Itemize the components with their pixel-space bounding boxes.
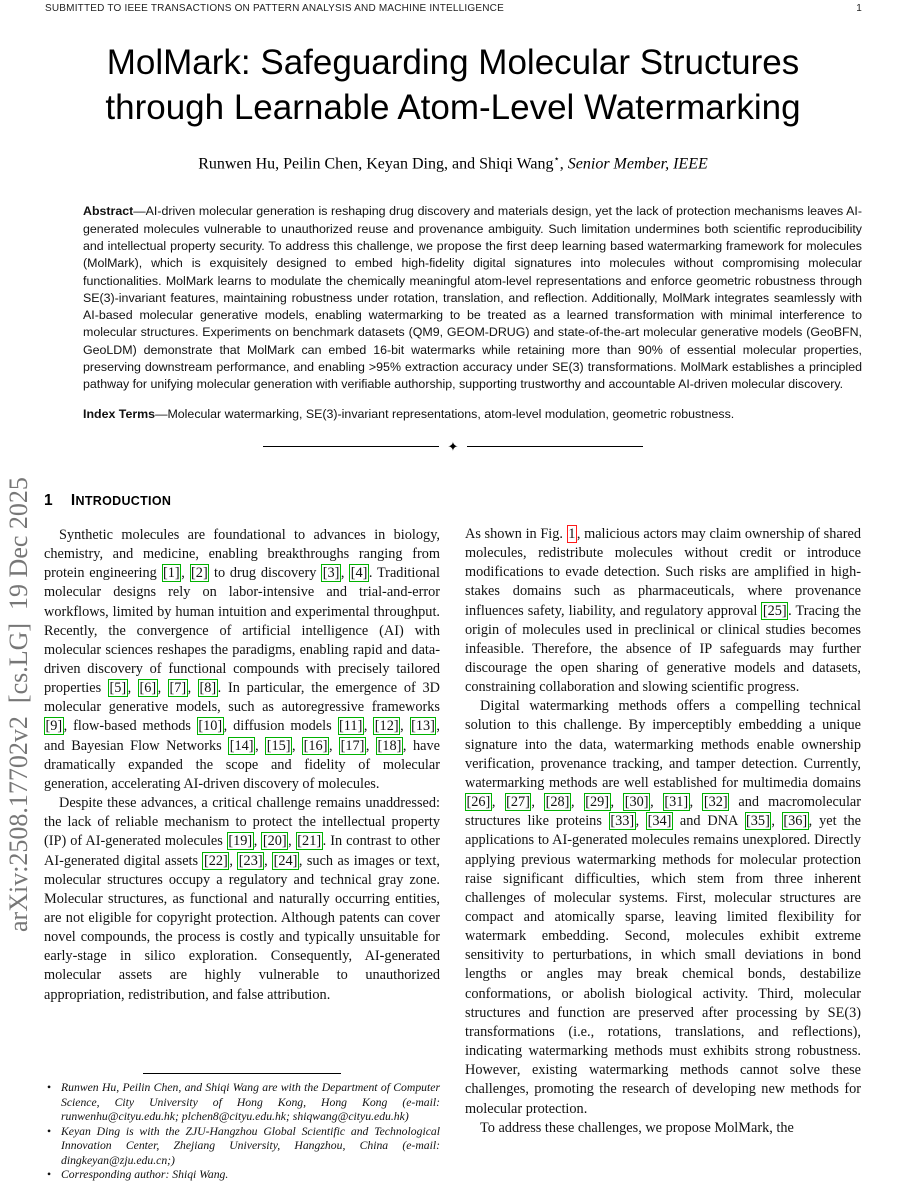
- citation-ref[interactable]: [36]: [783, 813, 808, 830]
- citation-ref[interactable]: [14]: [229, 737, 254, 754]
- divider-rule-right: [467, 446, 643, 447]
- body-columns: [0, 491, 906, 1183]
- footnote-item: • Runwen Hu, Peilin Chen, and Shiqi Wang are with the Department of Computer Science, City University of Hong Kong, Hong Kong (e-mail: runwenhu@cityu.edu.hk; plchen8@cityu.edu.hk; shiqwang@cityu.edu.hk): [44, 1081, 440, 1125]
- citation-ref[interactable]: [24]: [273, 852, 298, 869]
- divider-diamond-icon: ✦: [447, 438, 459, 454]
- citation-ref[interactable]: [34]: [647, 813, 672, 830]
- running-header-text: SUBMITTED TO IEEE TRANSACTIONS ON PATTERN ANALYSIS AND MACHINE INTELLIGENCE: [45, 3, 504, 14]
- footnote-item: • Corresponding author: Shiqi Wang.: [44, 1168, 440, 1183]
- citation-ref[interactable]: [8]: [199, 680, 217, 697]
- citation-ref[interactable]: [13]: [411, 718, 435, 735]
- index-terms-label: Index Terms: [83, 406, 156, 421]
- arxiv-stamp: arXiv:2508.17702v2 [cs.LG] 19 Dec 2025: [4, 477, 33, 932]
- citation-ref[interactable]: [20]: [262, 833, 287, 850]
- citation-ref[interactable]: [11]: [339, 718, 363, 735]
- citation-ref[interactable]: [26]: [466, 794, 491, 811]
- citation-ref[interactable]: [21]: [297, 833, 322, 850]
- figure-ref[interactable]: 1: [568, 525, 576, 542]
- paragraph: Synthetic molecules are foundational to advances in biology, chemistry, and medicine, enabling breakthroughs ranging from protein engineering [1] , [2] to drug discovery [3] , [4] . Traditional molecular designs rely on labor-intensive and trial-and-error workflows, limited by human intuition and experimental throughput. Recently, the convergence of artificial intelligence (AI) with molecular sciences reshapes the paradigms, enabling rapid and data-driven discovery of functional compounds with precisely tailored properties [5] , [6] , [7] , [8] . In particular, the emergence of 3D molecular generative models, such as autoregressive frameworks [9] , flow-based methods [10] , diffusion models [11] , [12] , [13] , and Bayesian Flow Networks [14] , [15] , [16] , [17] , [18] , have dramatically expanded the scope and fidelity of molecular generation, accelerating AI-driven discovery of molecules.: [44, 526, 440, 792]
- abstract: [83, 203, 862, 393]
- section-number: 1: [44, 491, 53, 509]
- abstract-text: —AI-driven molecular generation is reshaping drug discovery and materials design, yet the lack of protection mechanisms leaves AI-generated molecules vulnerable to unauthorized reuse and provenance ambiguity. Such limitation undermines both scientific reproducibility and intellectual property security. To address this challenge, we propose the first deep learning based watermarking framework for molecules (MolMark), which is exquisitely designed to embed high-fidelity digital signatures into molecules without compromising molecular functionalities. MolMark learns to modulate the chemically meaningful atom-level representations and enforce geometric robustness through SE(3)-invariant features, maintaining robustness under rotation, translation, and reflection. Additionally, MolMark integrates seamlessly with AI-based molecular generative models, enabling watermarking to be treated as a learned transformation with minimal interference to molecular structures. Experiments on benchmark datasets (QM9, GEOM-DRUG) and state-of-the-art molecular generative models (GeoBFN, GeoLDM) demonstrate that MolMark can embed 16-bit watermarks while retaining more than 90% of essential molecular properties, preserving downstream performance, and enabling >95% extraction accuracy under SE(3) transformations. MolMark establishes a principled pathway for unifying molecular generation with verifiable authorship, supporting trustworthy and accountable AI-driven molecular discovery.: [83, 204, 862, 392]
- citation-ref[interactable]: [31]: [664, 794, 689, 811]
- footnote-block: [44, 1071, 440, 1183]
- citation-ref[interactable]: [28]: [545, 794, 570, 811]
- citation-ref[interactable]: [6]: [139, 680, 157, 697]
- left-column-text: [44, 526, 440, 1072]
- citation-ref[interactable]: [15]: [266, 737, 291, 754]
- section-title-rest: NTRODUCTION: [75, 493, 172, 508]
- divider-rule-left: [263, 446, 439, 447]
- citation-ref[interactable]: [27]: [506, 794, 530, 811]
- citation-ref[interactable]: [29]: [585, 794, 610, 811]
- paragraph: To address these challenges, we propose MolMark, the: [480, 1119, 794, 1136]
- citation-ref[interactable]: [23]: [238, 852, 263, 869]
- citation-ref[interactable]: [4]: [350, 565, 368, 582]
- paragraph: Despite these advances, a critical challenge remains unaddressed: the lack of reliable mechanism to protect the intellectual property (IP) of AI-generated molecules [19] , [20] , [21] . In contrast to other AI-generated digital assets [22] , [23] , [24] , such as images or text, molecular structures occupy a regulatory and technical gray zone. Molecular structures, as functional and naturally occurring entities, are not eligible for copyright protection. Although patents can cover novel compounds, the process is costly and typically unsuitable for early-stage in silico exploration. Consequently, AI-generated molecular assets are highly vulnerable to unauthorized appropriation, redistribution, and false attribution.: [44, 795, 440, 1003]
- page-number: 1: [856, 3, 862, 14]
- citation-ref[interactable]: [30]: [624, 794, 649, 811]
- citation-ref[interactable]: [3]: [322, 565, 340, 582]
- citation-ref[interactable]: [22]: [203, 852, 228, 869]
- right-column: [465, 491, 861, 1183]
- title-line-2: through Learnable Atom-Level Watermarking: [105, 88, 801, 127]
- citation-ref[interactable]: [19]: [228, 833, 253, 850]
- section-heading-introduction: [44, 491, 440, 511]
- citation-ref[interactable]: [5]: [109, 680, 127, 697]
- paragraph: Digital watermarking methods offers a compelling technical solution to this challenge. By imperceptibly embedding a unique signature into the data, watermarking methods enable ownership verification, provenance tracking, and tamper detection. Currently, watermarking methods are well established for multimedia domains [26] , [27] , [28] , [29] , [30] , [31] , [32] and macromolecular structures like proteins [33] , [34] and DNA [35] , [36] , yet the applications to AI-generated molecules remains unexplored. Directly applying previous watermarking methods for molecular protection raise significant difficulties, which stem from three inherent challenges of molecular systems. First, molecular structures are compact and atomically sparse, leaving limited flexibility for watermark embedding. Second, molecules exhibit extreme sensitivity to perturbations, in which small deviations in bond lengths or angles may break chemical bonds, destabilize conformations, or abolish biological activity. Third, molecular structures and function are preserved after processing by SE(3) transformations (i.e., rotations, translations, and reflections), indicating watermarking methods must exhibits strong robustness. However, existing watermarking methods cannot solve these challenges, promoting the research of developing new methods for molecular protection.: [465, 698, 861, 1117]
- index-terms-text: —Molecular watermarking, SE(3)-invariant representations, atom-level modulation, geometric robustness.: [155, 406, 735, 421]
- citation-ref[interactable]: [2]: [191, 565, 208, 582]
- member-note: Senior Member, IEEE: [567, 155, 708, 173]
- citation-ref[interactable]: [32]: [703, 794, 728, 811]
- author-separator: ,: [559, 155, 568, 173]
- citation-ref[interactable]: [1]: [163, 565, 180, 582]
- abstract-label: Abstract: [83, 204, 134, 219]
- paper-title: [20, 40, 886, 130]
- citation-ref[interactable]: [18]: [377, 737, 402, 754]
- citation-ref[interactable]: [7]: [169, 680, 187, 697]
- citation-ref[interactable]: [33]: [610, 813, 635, 830]
- footnote-list: [44, 1081, 440, 1183]
- author-line: [0, 154, 906, 173]
- citation-ref[interactable]: [25]: [762, 602, 787, 619]
- right-column-text: [465, 525, 861, 1183]
- section-title-initial: I: [70, 491, 76, 509]
- citation-ref[interactable]: [16]: [303, 737, 328, 754]
- running-header: [45, 3, 862, 14]
- footnote-rule: [143, 1073, 341, 1074]
- citation-ref[interactable]: [10]: [198, 718, 223, 735]
- citation-ref[interactable]: [35]: [746, 813, 770, 830]
- citation-ref[interactable]: [17]: [340, 737, 365, 754]
- section-divider: [263, 440, 643, 453]
- citation-ref[interactable]: [9]: [45, 718, 63, 735]
- paragraph: As shown in Fig. 1 , malicious actors may claim ownership of shared molecules, redistribute molecules without credit or introduce modifications to evade detection. Such risks are amplified in high-stakes domains such as pharmaceuticals, where provenance influences safety, liability, and regulatory approval [25] . Tracing the origin of molecules used in preclinical or clinical studies becomes infeasible. Therefore, the absence of IP safeguards may further discourage the open sharing of generative models and datasets, constraining collaboration and slowing scientific progress.: [465, 525, 861, 696]
- citation-ref[interactable]: [12]: [374, 718, 399, 735]
- title-line-1: MolMark: Safeguarding Molecular Structures: [106, 43, 800, 82]
- footnote-item: • Keyan Ding is with the ZJU-Hangzhou Global Scientific and Technological Innovation Center, Zhejiang University, Hangzhou, China (e-mail: dingkeyan@zju.edu.cn;): [44, 1125, 440, 1169]
- corresponding-star: ⋆: [553, 154, 560, 165]
- index-terms: [83, 406, 862, 423]
- author-names: Runwen Hu, Peilin Chen, Keyan Ding, and Shiqi Wang: [198, 155, 554, 173]
- left-column: [44, 491, 440, 1183]
